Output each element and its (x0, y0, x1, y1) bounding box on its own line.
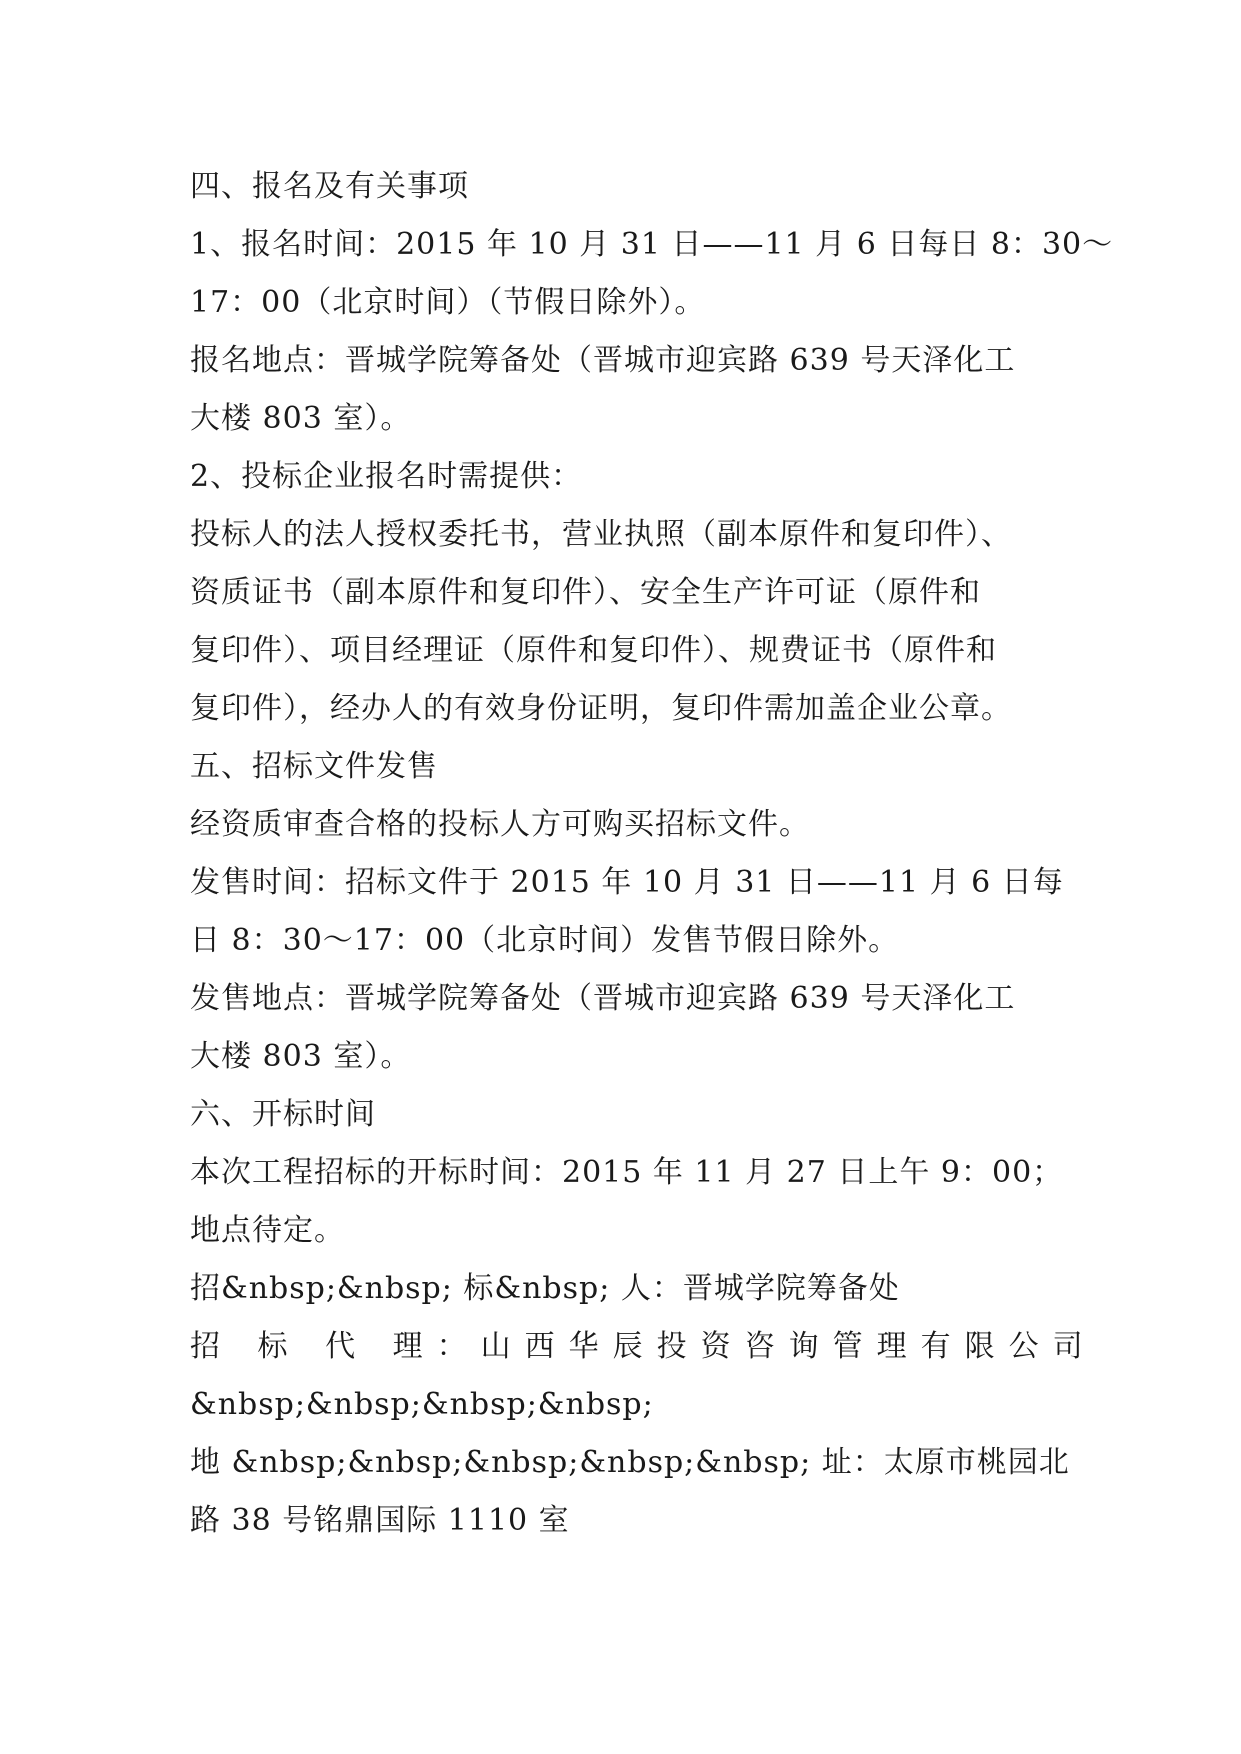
sale-location-line-1: 发售地点：晋城学院筹备处（晋城市迎宾路 639 号天泽化工 (190, 981, 1016, 1016)
bid-opening-time-line-1: 本次工程招标的开标时间：2015 年 11 月 27 日上午 9：00； (190, 1155, 1064, 1190)
required-documents-line-2: 资质证书（副本原件和复印件）、安全生产许可证（原件和 (190, 575, 981, 610)
registration-time-line-1: 1、报名时间：2015 年 10 月 31 日——11 月 6 日每日 8：30～ (190, 227, 1114, 262)
sale-location-line-2: 大楼 803 室）。 (190, 1039, 412, 1074)
document-sale-eligibility: 经资质审查合格的投标人方可购买招标文件。 (190, 807, 810, 842)
registration-location-line-1: 报名地点：晋城学院筹备处（晋城市迎宾路 639 号天泽化工 (190, 343, 1016, 378)
required-documents-line-3: 复印件）、项目经理证（原件和复印件）、规费证书（原件和 (190, 633, 997, 668)
tender-agent-line: 招 标 代 理：山西华辰投资咨询管理有限公司 (190, 1329, 1097, 1364)
required-documents-heading: 2、投标企业报名时需提供： (190, 459, 583, 494)
tender-agent-spacer-line: &nbsp;&nbsp;&nbsp;&nbsp; (190, 1387, 654, 1422)
required-documents-line-4: 复印件），经办人的有效身份证明，复印件需加盖企业公章。 (190, 691, 1012, 726)
sale-time-line-2: 日 8：30～17：00（北京时间）发售节假日除外。 (190, 923, 900, 958)
address-line-1: 地 &nbsp;&nbsp;&nbsp;&nbsp;&nbsp; 址：太原市桃园北 (190, 1445, 1070, 1480)
section-heading-registration: 四、报名及有关事项 (190, 169, 469, 204)
section-heading-document-sale: 五、招标文件发售 (190, 749, 438, 784)
section-heading-bid-opening: 六、开标时间 (190, 1097, 376, 1132)
registration-time-line-2: 17：00（北京时间）（节假日除外）。 (190, 285, 706, 320)
document-body (190, 158, 1114, 1550)
registration-location-line-2: 大楼 803 室）。 (190, 401, 412, 436)
sale-time-line-1: 发售时间：招标文件于 2015 年 10 月 31 日——11 月 6 日每 (190, 865, 1064, 900)
address-line-2: 路 38 号铭鼎国际 1110 室 (190, 1503, 570, 1538)
tenderer-line: 招&nbsp;&nbsp; 标&nbsp; 人：晋城学院筹备处 (190, 1271, 900, 1306)
bid-opening-time-line-2: 地点待定。 (190, 1213, 345, 1248)
required-documents-line-1: 投标人的法人授权委托书，营业执照（副本原件和复印件）、 (190, 517, 1012, 552)
